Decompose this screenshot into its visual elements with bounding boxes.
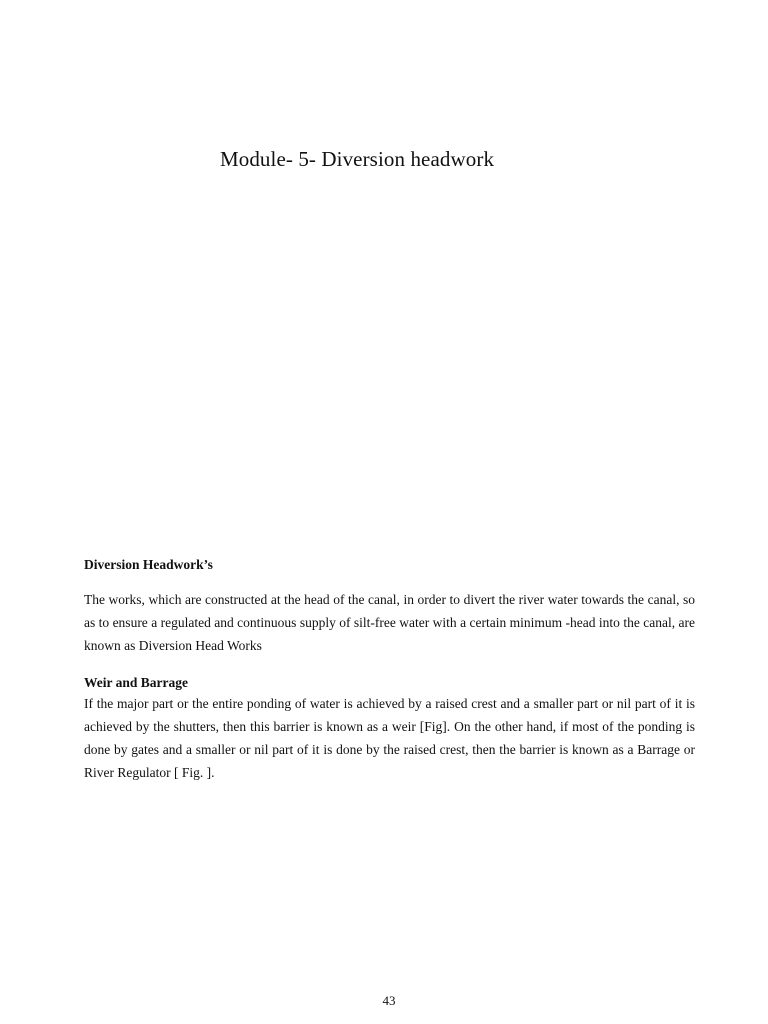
section-heading-diversion-headworks: Diversion Headwork’s (84, 557, 213, 572)
document-body (84, 556, 695, 784)
module-title: Module- 5- Diversion headwork (219, 147, 495, 171)
page-number: 43 (382, 993, 396, 1008)
paragraph-weir-and-barrage: If the major part or the entire ponding of water is achieved by a raised crest and a smaller part or nil part of it is achieved by the shutters, then this barrier is known as a weir [Fig]. On the other hand, if most of the ponding is done by gates and a smaller or nil part of it is done by the raised crest, then the barrier is known as a Barrage or River Regulator [ Fig. ]. (84, 696, 695, 780)
section-heading-weir-and-barrage: Weir and Barrage (84, 675, 188, 690)
paragraph-diversion-headworks: The works, which are constructed at the head of the canal, in order to divert the river water towards the canal, so as to ensure a regulated and continuous supply of silt-free water with a certain minimum -head into the canal, are known as Diversion Head Works (84, 592, 695, 653)
